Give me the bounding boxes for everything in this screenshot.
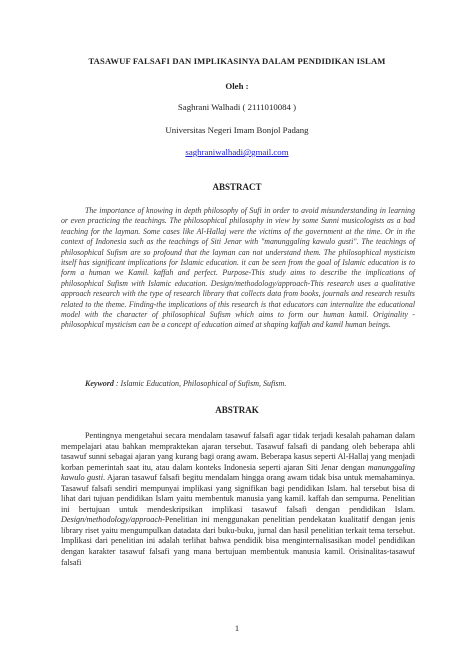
- abstrak-italic-term: manunggaling kawulo gusti: [61, 462, 415, 483]
- abstract-heading: ABSTRACT: [212, 182, 262, 192]
- byline-label: Oleh :: [225, 81, 249, 91]
- author-name: Saghrani Walhadi ( 2111010084 ): [177, 102, 297, 112]
- author-email: [0, 147, 474, 157]
- abstrak-body: [61, 431, 415, 568]
- abstrak-text-part3: -Penelitian ini menggunakan penelitian pendekatan kualitatif dengan jenis library riset yaitu mengumpulkan datadata dari buku-buku, jurnal dan hasil penelitian terkait tema tersebut. Implikasi dari penelitian ini adalah terlihat bahwa pendidik bisa menginternalisasikan model pendidikan dengan karakter tasawuf falsafi yang mana bertujuan membentuk manusia kamil. Orisinalitas-tasawuf falsafi: [61, 515, 415, 567]
- keywords-label: Keyword: [85, 379, 114, 388]
- abstrak-italic-method: Design/methodology/approach: [61, 515, 163, 525]
- author-affiliation: Universitas Negeri Imam Bonjol Padang: [165, 125, 309, 135]
- abstrak-heading: ABSTRAK: [215, 405, 259, 415]
- keywords-line: [85, 379, 415, 388]
- paper-title: TASAWUF FALSAFI DAN IMPLIKASINYA DALAM PENDIDIKAN ISLAM: [88, 56, 386, 66]
- abstrak-text-part2: . Ajaran tasawuf falsafi begitu mendalam hingga orang awam tidak bisa untuk memahaminya. Tasawuf falsafi sendiri mempunyai implikasi yang signifikan bagi pendidikan Islam. hal tersebut bisa di lihat dari tujuan pendidikan Islam yaitu membentuk manusia yang kamil. kaffah dan sempurna. Penelitian ini bertujuan untuk mendeskripsikan implikasi tasawuf falsafi dengan pendidikan Islam.: [61, 473, 415, 514]
- keywords-values: : Islamic Education, Philosophical of Sufism, Sufism.: [115, 379, 287, 388]
- email-link[interactable]: saghraniwalhadi@gmail.com: [185, 147, 289, 157]
- page-number: 1: [234, 623, 240, 633]
- abstract-body: The importance of knowing in depth philosophy of Sufi in order to avoid misunderstanding in learning or even practicing the teachings. The philosophical philosophy in view by some Sunni musicologists as a bad teaching for the layman. Some cases like Al-Hallaj were the victims of the government at the time. Or in the context of Indonesia such as the teachings of Siti Jenar with "manunggaling kawulo gusti". The teachings of philosophical Sufism are so profound that the layman can not understand them. The philosophical mysticism itself has significant implications for Islamic education. it can be seen from the goal of Islamic education is to form a human we Kamil. kaffah and perfect. Purpose-This study aims to describe the implications of philosophical Sufism with Islamic education. Design/methodology/approach-This research uses a qualitative approach research with the type of research library that collects data from books, journals and research results related to the theme. Finding-the implications of this research is that educators can internalize the educational model with the character of philosophical Sufism which aims to form our human kamil. Originality - philosophical mysticism can be a concept of education aimed at shaping kaffah and kamil human beings.: [61, 206, 415, 330]
- abstrak-text-part1: Pentingnya mengetahui secara mendalam tasawuf falsafi agar tidak terjadi kesalah pahaman dalam mempelajari atau bahkan mempraktekan ajaran tersebut. Tasawuf falsafi di pandang oleh beberapa ahli tasawuf sunni sebagai ajaran yang kurang bagi orang awam. Beberapa kasus seperti Al-Hallaj yang menjadi korban pemerintah saat itu, atau dalam konteks Indonesia seperti ajaran Siti Jenar dengan: [61, 431, 415, 472]
